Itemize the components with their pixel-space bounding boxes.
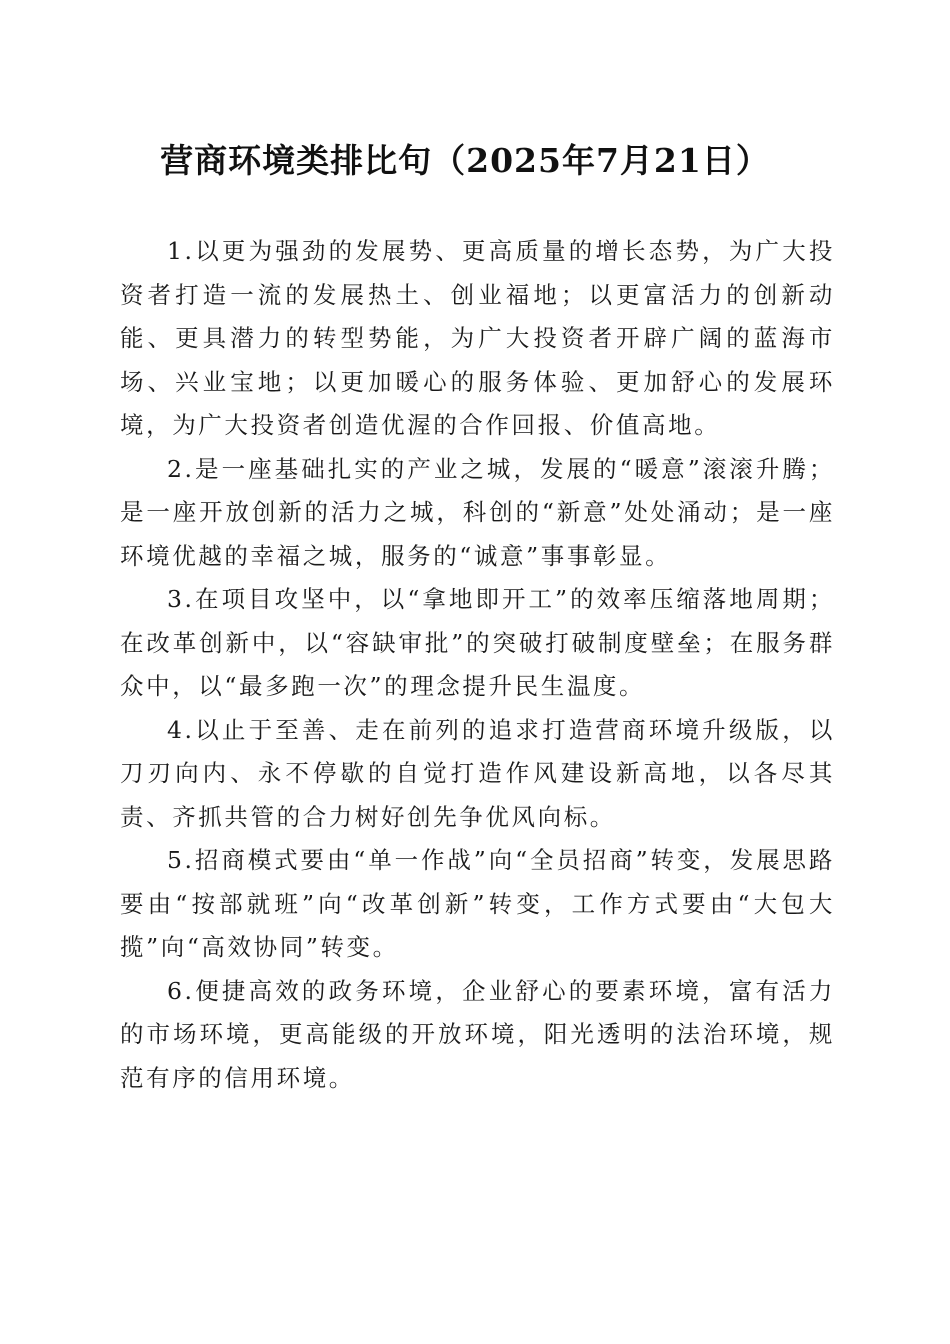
paragraph-2: 2.是一座基础扎实的产业之城，发展的“暖意”滚滚升腾；是一座开放创新的活力之城，科创的“新意”处处涌动；是一座环境优越的幸福之城，服务的“诚意”事事彰显。	[120, 454, 835, 570]
paragraph-4: 4.以止于至善、走在前列的追求打造营商环境升级版，以刀刃向内、永不停歇的自觉打造作风建设新高地，以各尽其责、齐抓共管的合力树好创先争优风向标。	[120, 715, 835, 831]
paragraph-3: 3.在项目攻坚中，以“拿地即开工”的效率压缩落地周期；在改革创新中，以“容缺审批”的突破打破制度壁垒；在服务群众中，以“最多跑一次”的理念提升民生温度。	[120, 585, 835, 700]
paragraph-1: 1.以更为强劲的发展势、更高质量的增长态势，为广大投资者打造一流的发展热土、创业福地；以更富活力的创新动能、更具潜力的转型势能，为广大投资者开辟广阔的蓝海市场、兴业宝地；以更加暖心的服务体验、更加舒心的发展环境，为广大投资者创造优渥的合作回报、价值高地。	[120, 237, 835, 439]
document-title: 营商环境类排比句（2025年7月21日）	[160, 141, 770, 180]
paragraph-6: 6.便捷高效的政务环境，企业舒心的要素环境，富有活力的市场环境，更高能级的开放环境，阳光透明的法治环境，规范有序的信用环境。	[120, 976, 835, 1092]
paragraph-5: 5.招商模式要由“单一作战”向“全员招商”转变，发展思路要由“按部就班”向“改革创新”转变，工作方式要由“大包大揽”向“高效协同”转变。	[120, 846, 835, 961]
document-body	[120, 230, 835, 1100]
